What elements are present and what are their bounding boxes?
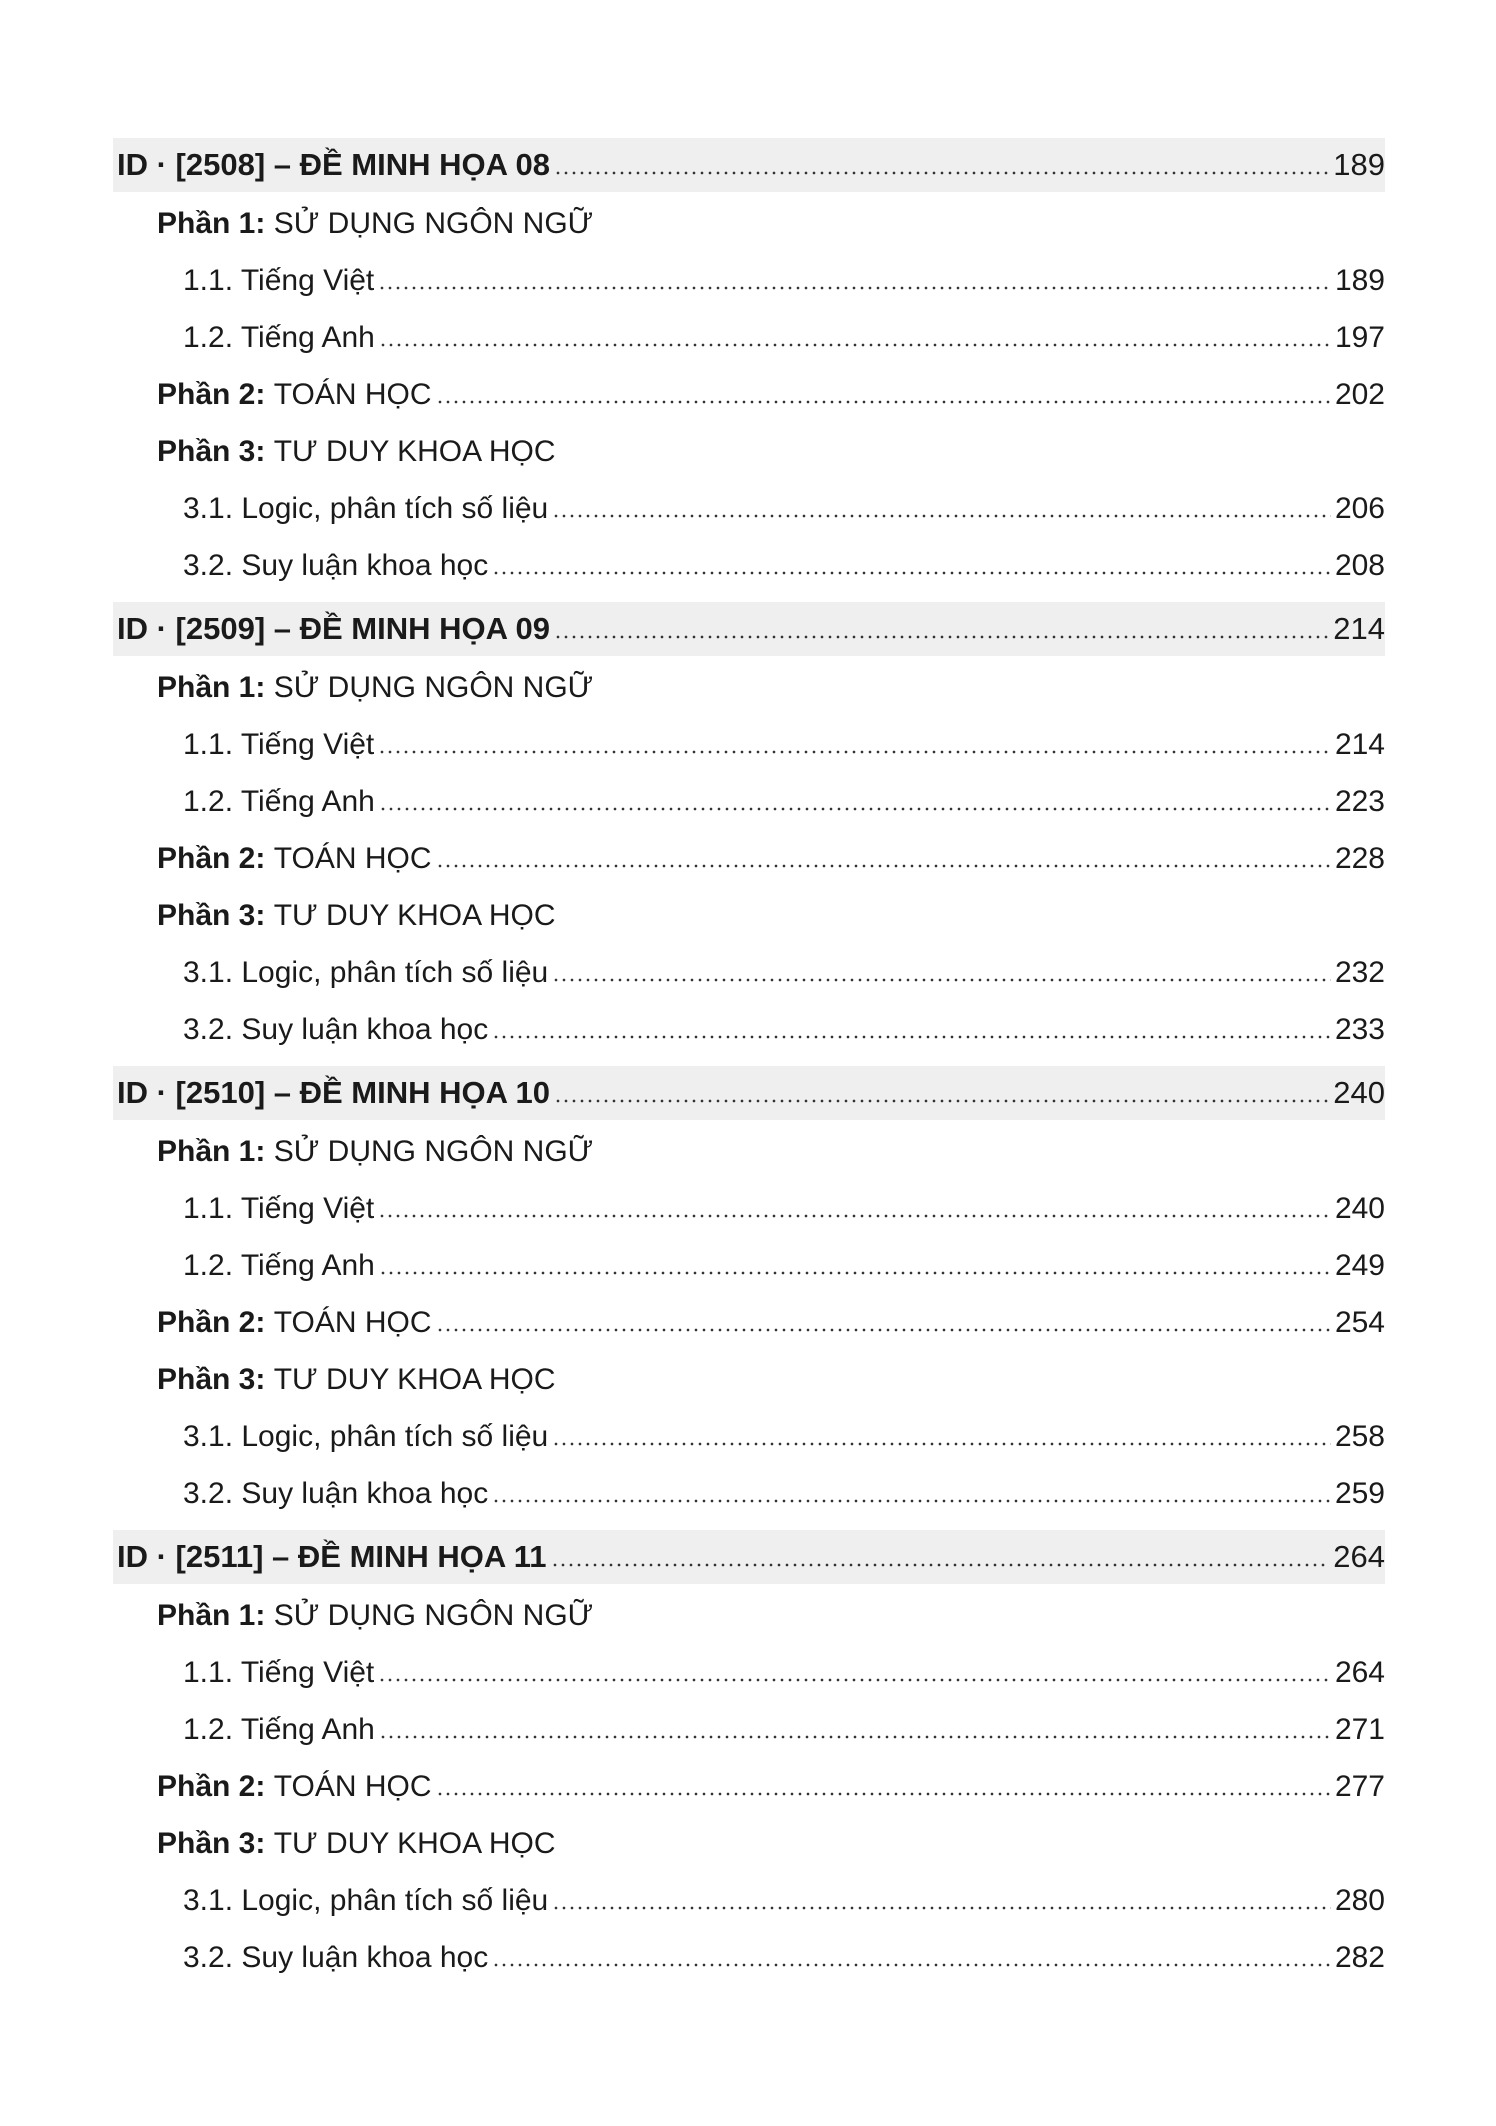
- toc-item-entry[interactable]: [113, 1644, 1385, 1701]
- dot-leader: [436, 400, 1331, 404]
- toc-item-entry[interactable]: [113, 480, 1385, 537]
- toc-item-entry[interactable]: [113, 1701, 1385, 1758]
- toc-section-heading[interactable]: [113, 1530, 1385, 1584]
- entry-title: TƯ DUY KHOA HỌC: [273, 899, 556, 932]
- page-number: 277: [1334, 1770, 1385, 1803]
- dot-leader: [436, 1328, 1331, 1332]
- page-number: 271: [1334, 1713, 1385, 1746]
- toc-section-heading[interactable]: [113, 1066, 1385, 1120]
- table-of-contents: [113, 138, 1385, 1994]
- entry-title: 1.1. Tiếng Việt: [183, 1656, 375, 1689]
- entry-title: 1.2. Tiếng Anh: [183, 1249, 375, 1282]
- entry-title: TOÁN HỌC: [273, 842, 432, 875]
- dot-leader: [379, 343, 1331, 347]
- toc-item-entry[interactable]: [113, 1180, 1385, 1237]
- section-title: ID · [2509] – ĐỀ MINH HỌA 09: [117, 611, 550, 646]
- page-number: 240: [1333, 1075, 1385, 1110]
- dot-leader: [436, 864, 1331, 868]
- page-number: 233: [1334, 1013, 1385, 1046]
- toc-part-entry[interactable]: [113, 1587, 1385, 1644]
- page-number: 208: [1334, 549, 1385, 582]
- part-label: Phần 2:: [157, 1770, 266, 1803]
- entry-title: 3.2. Suy luận khoa học: [183, 1013, 489, 1046]
- toc-part-entry[interactable]: [113, 1758, 1385, 1815]
- part-label: Phần 3:: [157, 1827, 266, 1860]
- toc-part-entry[interactable]: [113, 830, 1385, 887]
- part-label: Phần 1:: [157, 1135, 266, 1168]
- part-label: Phần 3:: [157, 435, 266, 468]
- page-number: 280: [1334, 1884, 1385, 1917]
- dot-leader: [554, 171, 1329, 175]
- part-label: Phần 2:: [157, 378, 266, 411]
- entry-title: SỬ DỤNG NGÔN NGỮ: [273, 207, 594, 240]
- dot-leader: [492, 1499, 1331, 1503]
- part-label: Phần 1:: [157, 671, 266, 704]
- dot-leader: [552, 1906, 1331, 1910]
- page-number: 258: [1334, 1420, 1385, 1453]
- dot-leader: [378, 1678, 1331, 1682]
- dot-leader: [492, 571, 1331, 575]
- page-number: 214: [1334, 728, 1385, 761]
- entry-title: SỬ DỤNG NGÔN NGỮ: [273, 671, 594, 704]
- toc-part-entry[interactable]: [113, 1123, 1385, 1180]
- dot-leader: [552, 1442, 1331, 1446]
- page-number: 202: [1334, 378, 1385, 411]
- toc-section: [113, 138, 1385, 594]
- toc-section: [113, 602, 1385, 1058]
- entry-title: 1.1. Tiếng Việt: [183, 728, 375, 761]
- toc-section-heading[interactable]: [113, 138, 1385, 192]
- toc-part-entry[interactable]: [113, 1351, 1385, 1408]
- entry-title: 1.2. Tiếng Anh: [183, 1713, 375, 1746]
- entry-title: 1.1. Tiếng Việt: [183, 264, 375, 297]
- toc-item-entry[interactable]: [113, 309, 1385, 366]
- entry-title: 1.2. Tiếng Anh: [183, 321, 375, 354]
- entry-title: TOÁN HỌC: [273, 1306, 432, 1339]
- toc-item-entry[interactable]: [113, 1929, 1385, 1986]
- toc-part-entry[interactable]: [113, 659, 1385, 716]
- dot-leader: [378, 750, 1331, 754]
- page-number: 264: [1333, 1539, 1385, 1574]
- entry-title: 3.2. Suy luận khoa học: [183, 1941, 489, 1974]
- page-number: 232: [1334, 956, 1385, 989]
- toc-part-entry[interactable]: [113, 423, 1385, 480]
- dot-leader: [378, 286, 1331, 290]
- part-label: Phần 1:: [157, 1599, 266, 1632]
- toc-item-entry[interactable]: [113, 1237, 1385, 1294]
- entry-title: 3.2. Suy luận khoa học: [183, 549, 489, 582]
- toc-item-entry[interactable]: [113, 773, 1385, 830]
- page-number: 228: [1334, 842, 1385, 875]
- entry-title: TOÁN HỌC: [273, 1770, 432, 1803]
- page-number: 197: [1334, 321, 1385, 354]
- toc-part-entry[interactable]: [113, 1815, 1385, 1872]
- entry-title: 3.1. Logic, phân tích số liệu: [183, 492, 549, 525]
- page-number: 264: [1334, 1656, 1385, 1689]
- page-number: 240: [1334, 1192, 1385, 1225]
- toc-section: [113, 1530, 1385, 1986]
- entry-title: SỬ DỤNG NGÔN NGỮ: [273, 1599, 594, 1632]
- dot-leader: [554, 635, 1329, 639]
- page-number: 189: [1333, 147, 1385, 182]
- part-label: Phần 3:: [157, 899, 266, 932]
- entry-title: 3.1. Logic, phân tích số liệu: [183, 1420, 549, 1453]
- entry-title: TƯ DUY KHOA HỌC: [273, 1827, 556, 1860]
- toc-item-entry[interactable]: [113, 537, 1385, 594]
- dot-leader: [492, 1963, 1331, 1967]
- toc-item-entry[interactable]: [113, 944, 1385, 1001]
- entry-title: 3.1. Logic, phân tích số liệu: [183, 956, 549, 989]
- page-number: 259: [1334, 1477, 1385, 1510]
- page-number: 282: [1334, 1941, 1385, 1974]
- toc-part-entry[interactable]: [113, 195, 1385, 252]
- toc-item-entry[interactable]: [113, 1872, 1385, 1929]
- page-number: 254: [1334, 1306, 1385, 1339]
- dot-leader: [379, 1735, 1331, 1739]
- page-number: 223: [1334, 785, 1385, 818]
- section-title: ID · [2511] – ĐỀ MINH HỌA 11: [117, 1539, 547, 1574]
- dot-leader: [378, 1214, 1331, 1218]
- page-number: 206: [1334, 492, 1385, 525]
- toc-part-entry[interactable]: [113, 887, 1385, 944]
- section-title: ID · [2510] – ĐỀ MINH HỌA 10: [117, 1075, 550, 1110]
- part-label: Phần 2:: [157, 842, 266, 875]
- toc-section: [113, 1066, 1385, 1522]
- page-number: 189: [1334, 264, 1385, 297]
- dot-leader: [492, 1035, 1331, 1039]
- entry-title: SỬ DỤNG NGÔN NGỮ: [273, 1135, 594, 1168]
- dot-leader: [552, 978, 1331, 982]
- section-title: ID · [2508] – ĐỀ MINH HỌA 08: [117, 147, 550, 182]
- dot-leader: [379, 807, 1331, 811]
- toc-item-entry[interactable]: [113, 1465, 1385, 1522]
- page-number: 249: [1334, 1249, 1385, 1282]
- dot-leader: [379, 1271, 1331, 1275]
- dot-leader: [551, 1563, 1330, 1567]
- entry-title: TOÁN HỌC: [273, 378, 432, 411]
- part-label: Phần 1:: [157, 207, 266, 240]
- toc-item-entry[interactable]: [113, 252, 1385, 309]
- entry-title: TƯ DUY KHOA HỌC: [273, 435, 556, 468]
- part-label: Phần 3:: [157, 1363, 266, 1396]
- entry-title: TƯ DUY KHOA HỌC: [273, 1363, 556, 1396]
- toc-item-entry[interactable]: [113, 1001, 1385, 1058]
- toc-item-entry[interactable]: [113, 1408, 1385, 1465]
- entry-title: 3.1. Logic, phân tích số liệu: [183, 1884, 549, 1917]
- toc-part-entry[interactable]: [113, 1294, 1385, 1351]
- part-label: Phần 2:: [157, 1306, 266, 1339]
- dot-leader: [436, 1792, 1331, 1796]
- dot-leader: [554, 1099, 1329, 1103]
- toc-section-heading[interactable]: [113, 602, 1385, 656]
- entry-title: 3.2. Suy luận khoa học: [183, 1477, 489, 1510]
- toc-item-entry[interactable]: [113, 716, 1385, 773]
- entry-title: 1.1. Tiếng Việt: [183, 1192, 375, 1225]
- page-number: 214: [1333, 611, 1385, 646]
- entry-title: 1.2. Tiếng Anh: [183, 785, 375, 818]
- toc-part-entry[interactable]: [113, 366, 1385, 423]
- dot-leader: [552, 514, 1331, 518]
